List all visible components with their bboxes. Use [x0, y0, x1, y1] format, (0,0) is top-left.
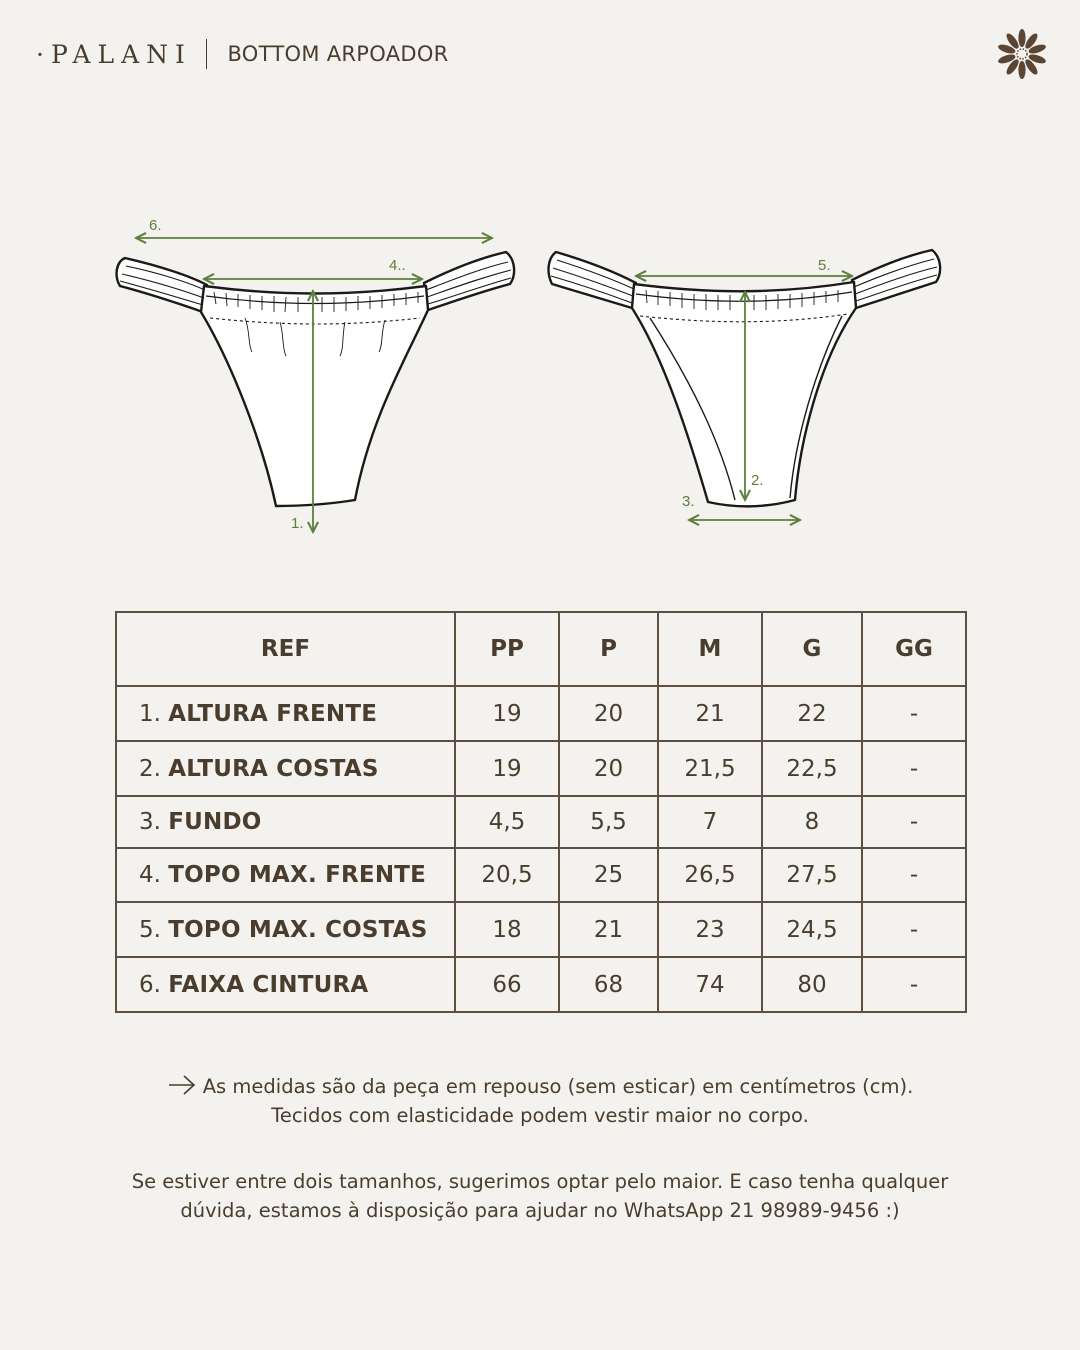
measure-label-4: 4..: [389, 257, 406, 274]
size-value-cell: 21,5: [658, 741, 762, 796]
size-value-cell: 21: [559, 902, 658, 957]
garment-diagram: [100, 205, 980, 550]
size-value-cell: 25: [559, 848, 658, 902]
row-ref-cell: [116, 686, 455, 741]
size-value-cell: -: [862, 902, 966, 957]
column-header-gg: GG: [862, 612, 966, 686]
row-ref-name: FAIXA CINTURA: [168, 971, 369, 998]
table-row: [116, 902, 966, 957]
brand-name: ·PALANI: [36, 39, 192, 69]
column-header-ref: REF: [116, 612, 455, 686]
column-header-m: M: [658, 612, 762, 686]
size-value-cell: -: [862, 741, 966, 796]
size-value-cell: 26,5: [658, 848, 762, 902]
header: [36, 36, 449, 72]
row-ref-name: FUNDO: [168, 809, 262, 835]
table-header-row: [116, 612, 966, 686]
size-value-cell: 7: [658, 796, 762, 848]
row-ref-number: 6.: [139, 971, 161, 998]
front-piece-drawing: [117, 252, 515, 506]
size-advice-note: [80, 1167, 1000, 1225]
size-value-cell: -: [862, 957, 966, 1012]
note-line-2: Tecidos com elasticidade podem vestir maior no corpo.: [271, 1104, 809, 1127]
row-ref-number: 4.: [139, 862, 161, 888]
table-row: [116, 741, 966, 796]
row-ref-name: TOPO MAX. COSTAS: [168, 916, 428, 943]
measurement-note: [0, 1072, 1080, 1130]
note-line-4: dúvida, estamos à disposição para ajudar no WhatsApp 21 98989-9456 :): [180, 1199, 900, 1222]
size-value-cell: 19: [455, 686, 559, 741]
note-line-3: Se estiver entre dois tamanhos, sugerimos optar pelo maior. E caso tenha qualquer: [131, 1170, 949, 1193]
column-header-g: G: [762, 612, 862, 686]
size-value-cell: 24,5: [762, 902, 862, 957]
size-value-cell: 23: [658, 902, 762, 957]
size-table: [115, 611, 967, 1013]
size-value-cell: 4,5: [455, 796, 559, 848]
row-ref-cell: [116, 902, 455, 957]
size-value-cell: 20: [559, 741, 658, 796]
row-ref-number: 1.: [139, 700, 161, 727]
row-ref-cell: [116, 741, 455, 796]
table-row: [116, 957, 966, 1012]
row-ref-number: 5.: [139, 916, 161, 943]
size-value-cell: 74: [658, 957, 762, 1012]
column-header-p: P: [559, 612, 658, 686]
measure-label-5: 5.: [818, 257, 831, 274]
size-value-cell: 8: [762, 796, 862, 848]
size-value-cell: 5,5: [559, 796, 658, 848]
sun-flower-logo: [994, 28, 1050, 80]
row-ref-name: ALTURA COSTAS: [168, 755, 379, 782]
table-row: [116, 848, 966, 902]
measure-label-1: 1.: [291, 515, 304, 532]
size-value-cell: 20: [559, 686, 658, 741]
size-value-cell: 19: [455, 741, 559, 796]
row-ref-name: ALTURA FRENTE: [168, 700, 378, 727]
size-value-cell: -: [862, 848, 966, 902]
measure-label-6: 6.: [149, 217, 162, 234]
table-row: [116, 686, 966, 741]
note-line-1: As medidas são da peça em repouso (sem esticar) em centímetros (cm).: [202, 1075, 914, 1098]
row-ref-cell: [116, 957, 455, 1012]
row-ref-cell: [116, 848, 455, 902]
row-ref-number: 3.: [139, 809, 161, 835]
size-value-cell: 21: [658, 686, 762, 741]
measure-label-2: 2.: [751, 472, 764, 489]
size-value-cell: -: [862, 796, 966, 848]
size-value-cell: -: [862, 686, 966, 741]
row-ref-number: 2.: [139, 755, 161, 782]
size-value-cell: 68: [559, 957, 658, 1012]
size-value-cell: 66: [455, 957, 559, 1012]
arrow-right-icon: [167, 1075, 197, 1095]
row-ref-name: TOPO MAX. FRENTE: [168, 862, 427, 888]
size-value-cell: 27,5: [762, 848, 862, 902]
size-value-cell: 22: [762, 686, 862, 741]
column-header-pp: PP: [455, 612, 559, 686]
size-value-cell: 22,5: [762, 741, 862, 796]
table-row: [116, 796, 966, 848]
size-value-cell: 80: [762, 957, 862, 1012]
row-ref-cell: [116, 796, 455, 848]
size-value-cell: 18: [455, 902, 559, 957]
measure-label-3: 3.: [682, 493, 695, 510]
product-title: BOTTOM ARPOADOR: [227, 42, 449, 66]
size-value-cell: 20,5: [455, 848, 559, 902]
header-divider: [206, 39, 208, 69]
